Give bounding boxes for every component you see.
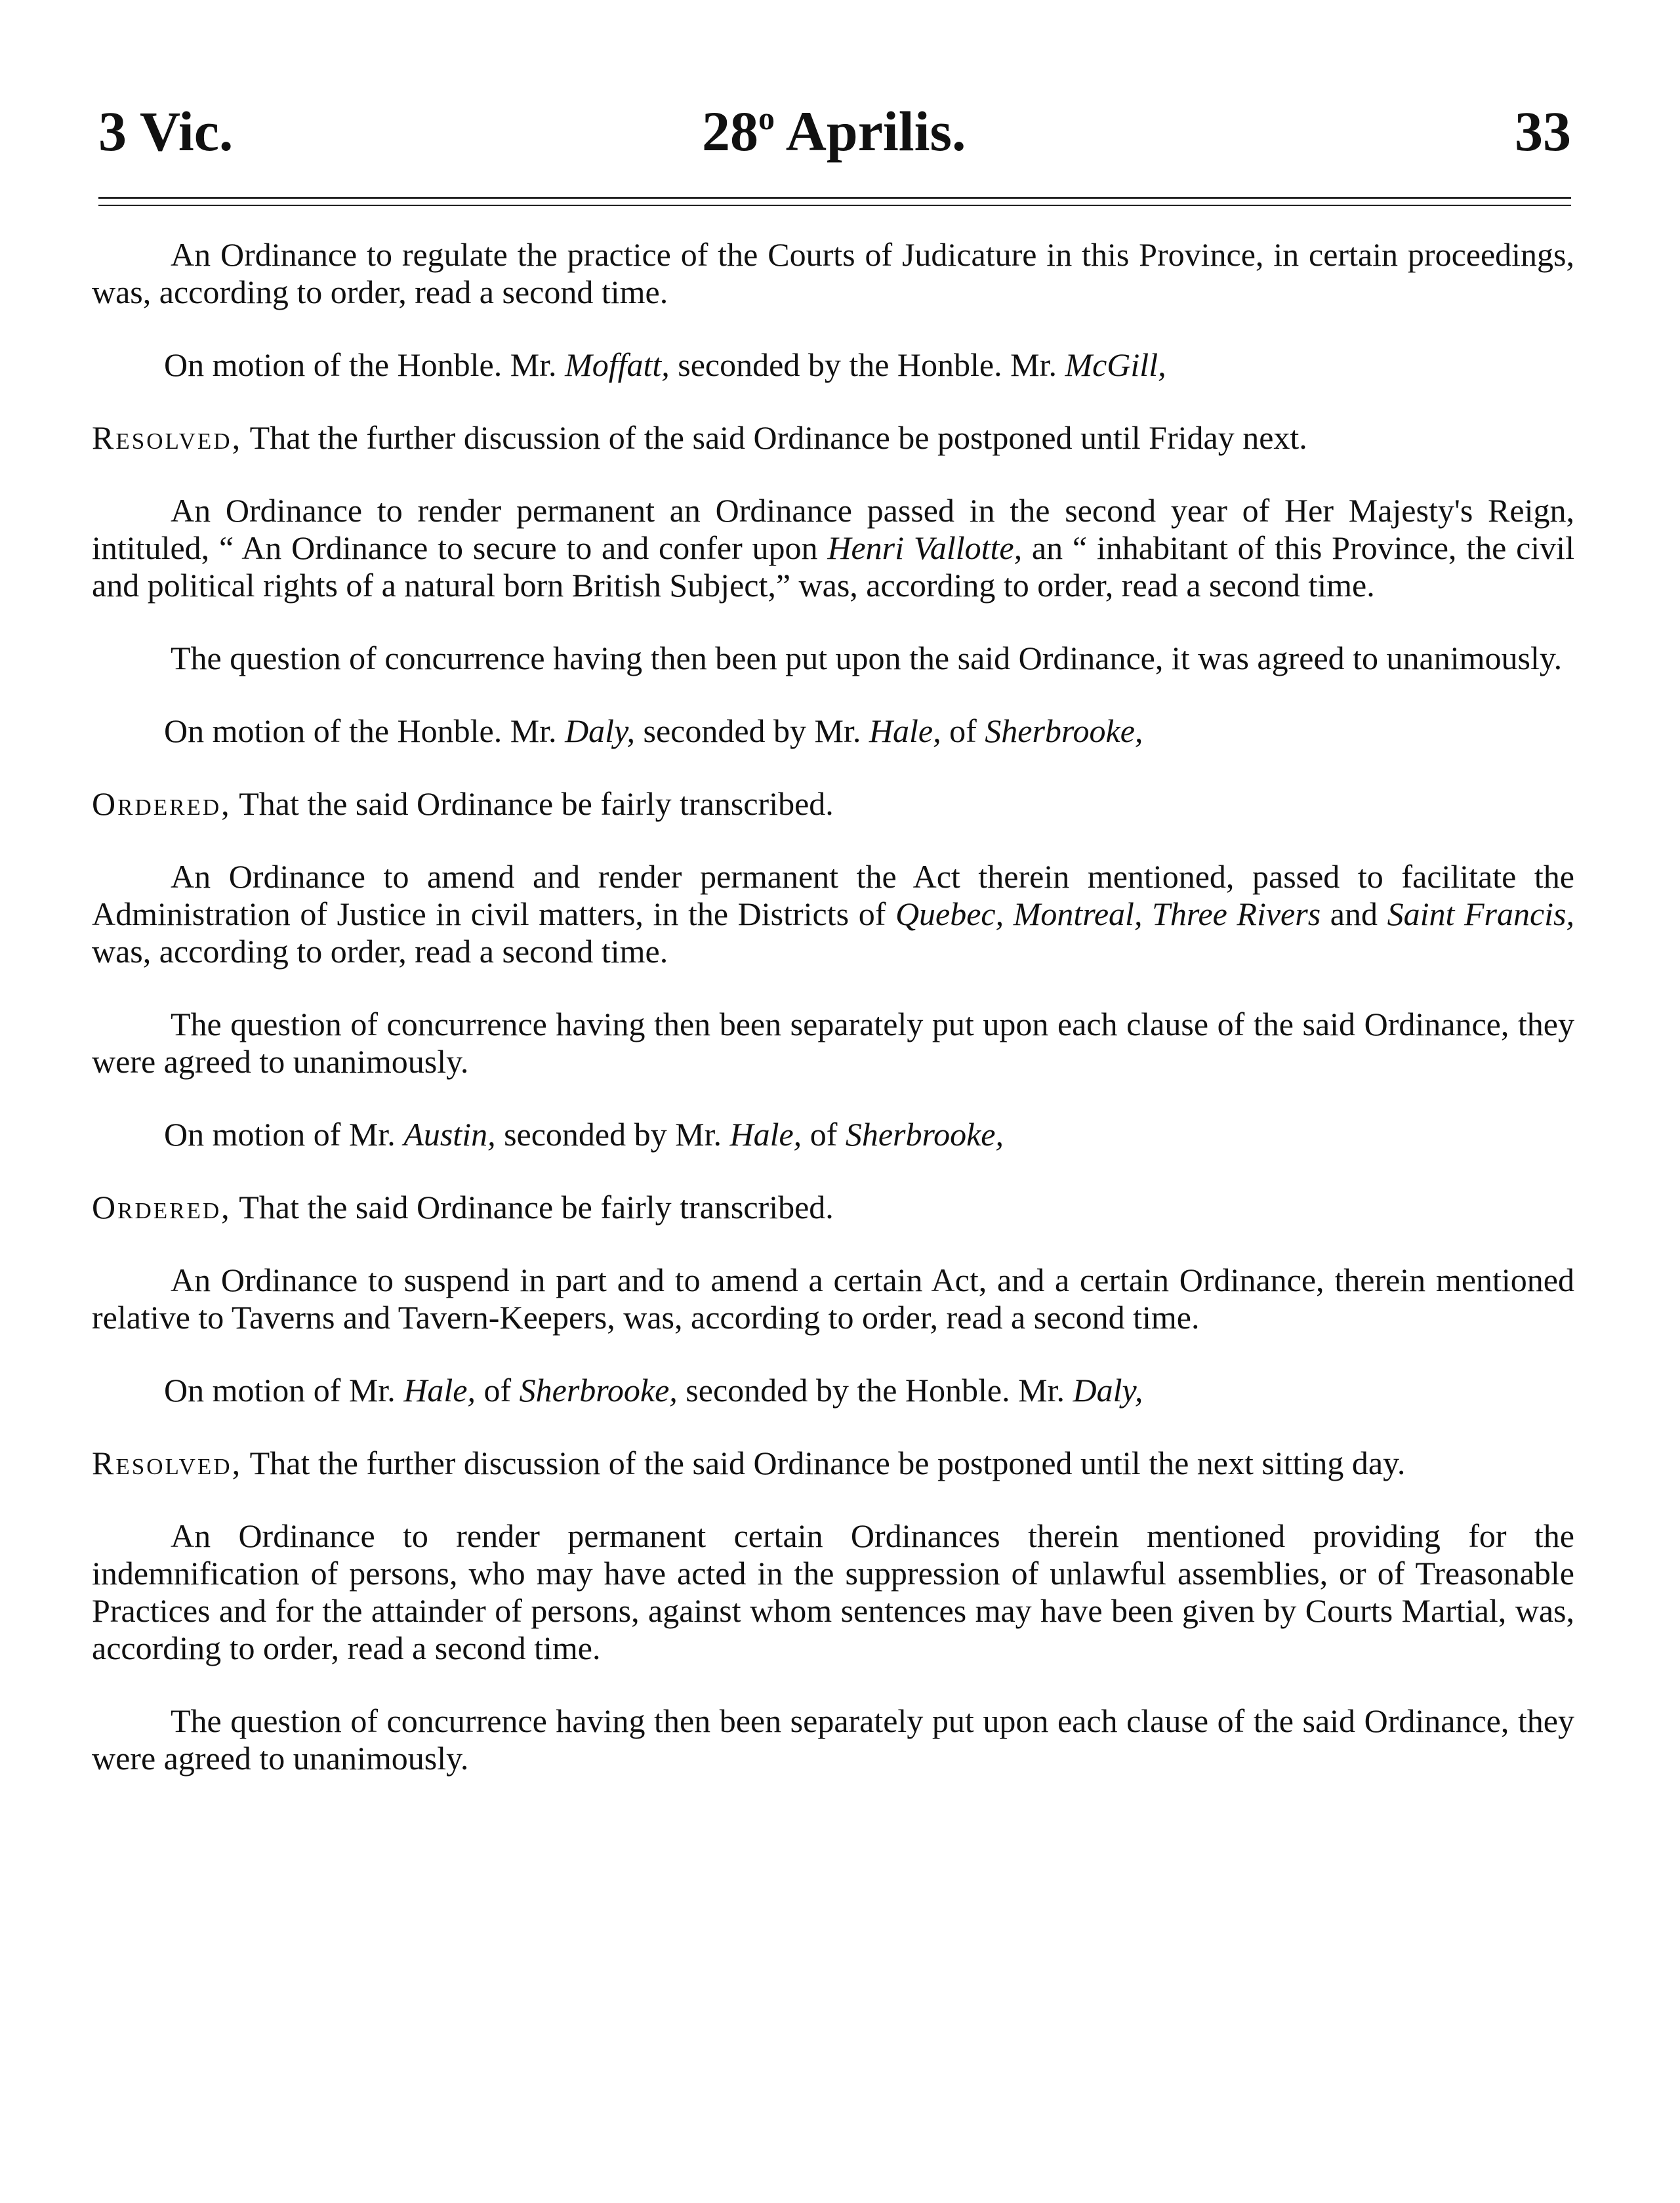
page-number: 33 xyxy=(1515,100,1571,163)
text-run: An Ordinance to render permanent an Ordinance passed in the second year of Her Majesty's Reign, intituled, “ An Ordinance to secure to and confer upon xyxy=(92,492,1574,566)
paragraph-ordered xyxy=(92,785,1574,823)
header-rule xyxy=(98,197,1571,199)
text-run: That the further discussion of the said Ordinance be postponed until Friday next. xyxy=(242,419,1307,456)
text-run: That the further discussion of the said Ordinance be postponed until the next sitting day. xyxy=(242,1445,1406,1481)
journal-body xyxy=(92,236,1574,1813)
text-run: was, according to order, read a second time. xyxy=(92,933,668,970)
paragraph-ordinance-justice xyxy=(92,858,1574,970)
resolved-label: Resolved, xyxy=(92,1445,243,1481)
paragraph-concurrence: The question of concurrence having then been separately put upon each clause of the said Ordinance, they were agreed to unanimously. xyxy=(92,1006,1574,1080)
member-name: Hale, xyxy=(403,1372,476,1409)
paragraph-resolved xyxy=(92,419,1574,457)
text-run: an “ inhabitant of this Province, the civil and political rights of a natural born British Subject,” was, according to order, read a second time. xyxy=(92,529,1574,604)
paragraph-motion xyxy=(92,1372,1574,1409)
text-run: of xyxy=(941,712,985,749)
text-run: On motion of Mr. xyxy=(164,1372,404,1409)
paragraph-ordinance-taverns: An Ordinance to suspend in part and to amend a certain Act, and a certain Ordinance, therein mentioned relative to Taverns and Tavern-Keepers, was, according to order, read a second time. xyxy=(92,1262,1574,1336)
text-run: and xyxy=(1321,896,1387,932)
text-run: On motion of the Honble. Mr. xyxy=(164,712,565,749)
text-run: On motion of Mr. xyxy=(164,1116,404,1153)
text-run: seconded by Mr. xyxy=(495,1116,730,1153)
ordered-label: Ordered, xyxy=(92,1189,232,1225)
regnal-year: 3 Vic. xyxy=(98,100,234,163)
member-name: Daly, xyxy=(565,712,635,749)
member-name: Hale, xyxy=(729,1116,802,1153)
paragraph-ordinance-courts: An Ordinance to regulate the practice of the Courts of Judicature in this Province, in certain proceedings, was, according to order, read a second time. xyxy=(92,236,1574,310)
ordered-label: Ordered, xyxy=(92,785,232,822)
paragraph-concurrence: The question of concurrence having then been separately put upon each clause of the said Ordinance, they were agreed to unanimously. xyxy=(92,1702,1574,1777)
text-run: On motion of the Honble. Mr. xyxy=(164,346,565,383)
paragraph-ordinance-indemnification: An Ordinance to render permanent certain Ordinances therein mentioned providing for the indemnification of persons, who may have acted in the suppression of unlawful assemblies, or of Treasonable Practices and for the attainder of persons, against whom sentences may have been given by Courts Martial, was, according to order, read a second time. xyxy=(92,1517,1574,1666)
person-name: Henri Vallotte, xyxy=(827,529,1023,566)
place-name: Sherbrooke, xyxy=(985,712,1143,749)
member-name: McGill, xyxy=(1065,346,1166,383)
date-day: 28 xyxy=(702,100,758,163)
date-month: Aprilis. xyxy=(785,100,966,163)
text-run: seconded by Mr. xyxy=(635,712,869,749)
paragraph-motion xyxy=(92,346,1574,384)
header-date xyxy=(702,98,966,164)
text-run: An Ordinance to amend and render permanent the Act therein mentioned, passed to facilitate the Administration of Justice in civil matters, in the Districts of xyxy=(92,858,1574,932)
text-run: seconded by the Honble. Mr. xyxy=(677,1372,1073,1409)
place-name: Sherbrooke, xyxy=(845,1116,1004,1153)
member-name: Daly, xyxy=(1073,1372,1143,1409)
date-ordinal: o xyxy=(758,100,775,136)
header-rule-secondary xyxy=(98,205,1571,206)
resolved-label: Resolved, xyxy=(92,419,243,456)
district-names: Quebec, Montreal, Three Rivers xyxy=(895,896,1321,932)
text-run: That the said Ordinance be fairly transcribed. xyxy=(231,1189,834,1225)
text-run: of xyxy=(802,1116,846,1153)
running-header xyxy=(98,98,1571,171)
member-name: Moffatt, xyxy=(565,346,670,383)
paragraph-ordered xyxy=(92,1189,1574,1226)
member-name: Hale, xyxy=(869,712,941,749)
text-run: of xyxy=(476,1372,520,1409)
paragraph-motion xyxy=(92,1116,1574,1153)
paragraph-concurrence: The question of concurrence having then been put upon the said Ordinance, it was agreed to unanimously. xyxy=(171,640,1563,676)
place-name: Sherbrooke, xyxy=(519,1372,678,1409)
paragraph-motion xyxy=(92,712,1574,750)
district-names: Saint Francis, xyxy=(1387,896,1574,932)
text-run: That the said Ordinance be fairly transcribed. xyxy=(231,785,834,822)
paragraph-ordinance-vallotte xyxy=(92,492,1574,604)
paragraph-resolved xyxy=(92,1445,1574,1482)
member-name: Austin, xyxy=(403,1116,496,1153)
text-run: seconded by the Honble. Mr. xyxy=(669,346,1065,383)
